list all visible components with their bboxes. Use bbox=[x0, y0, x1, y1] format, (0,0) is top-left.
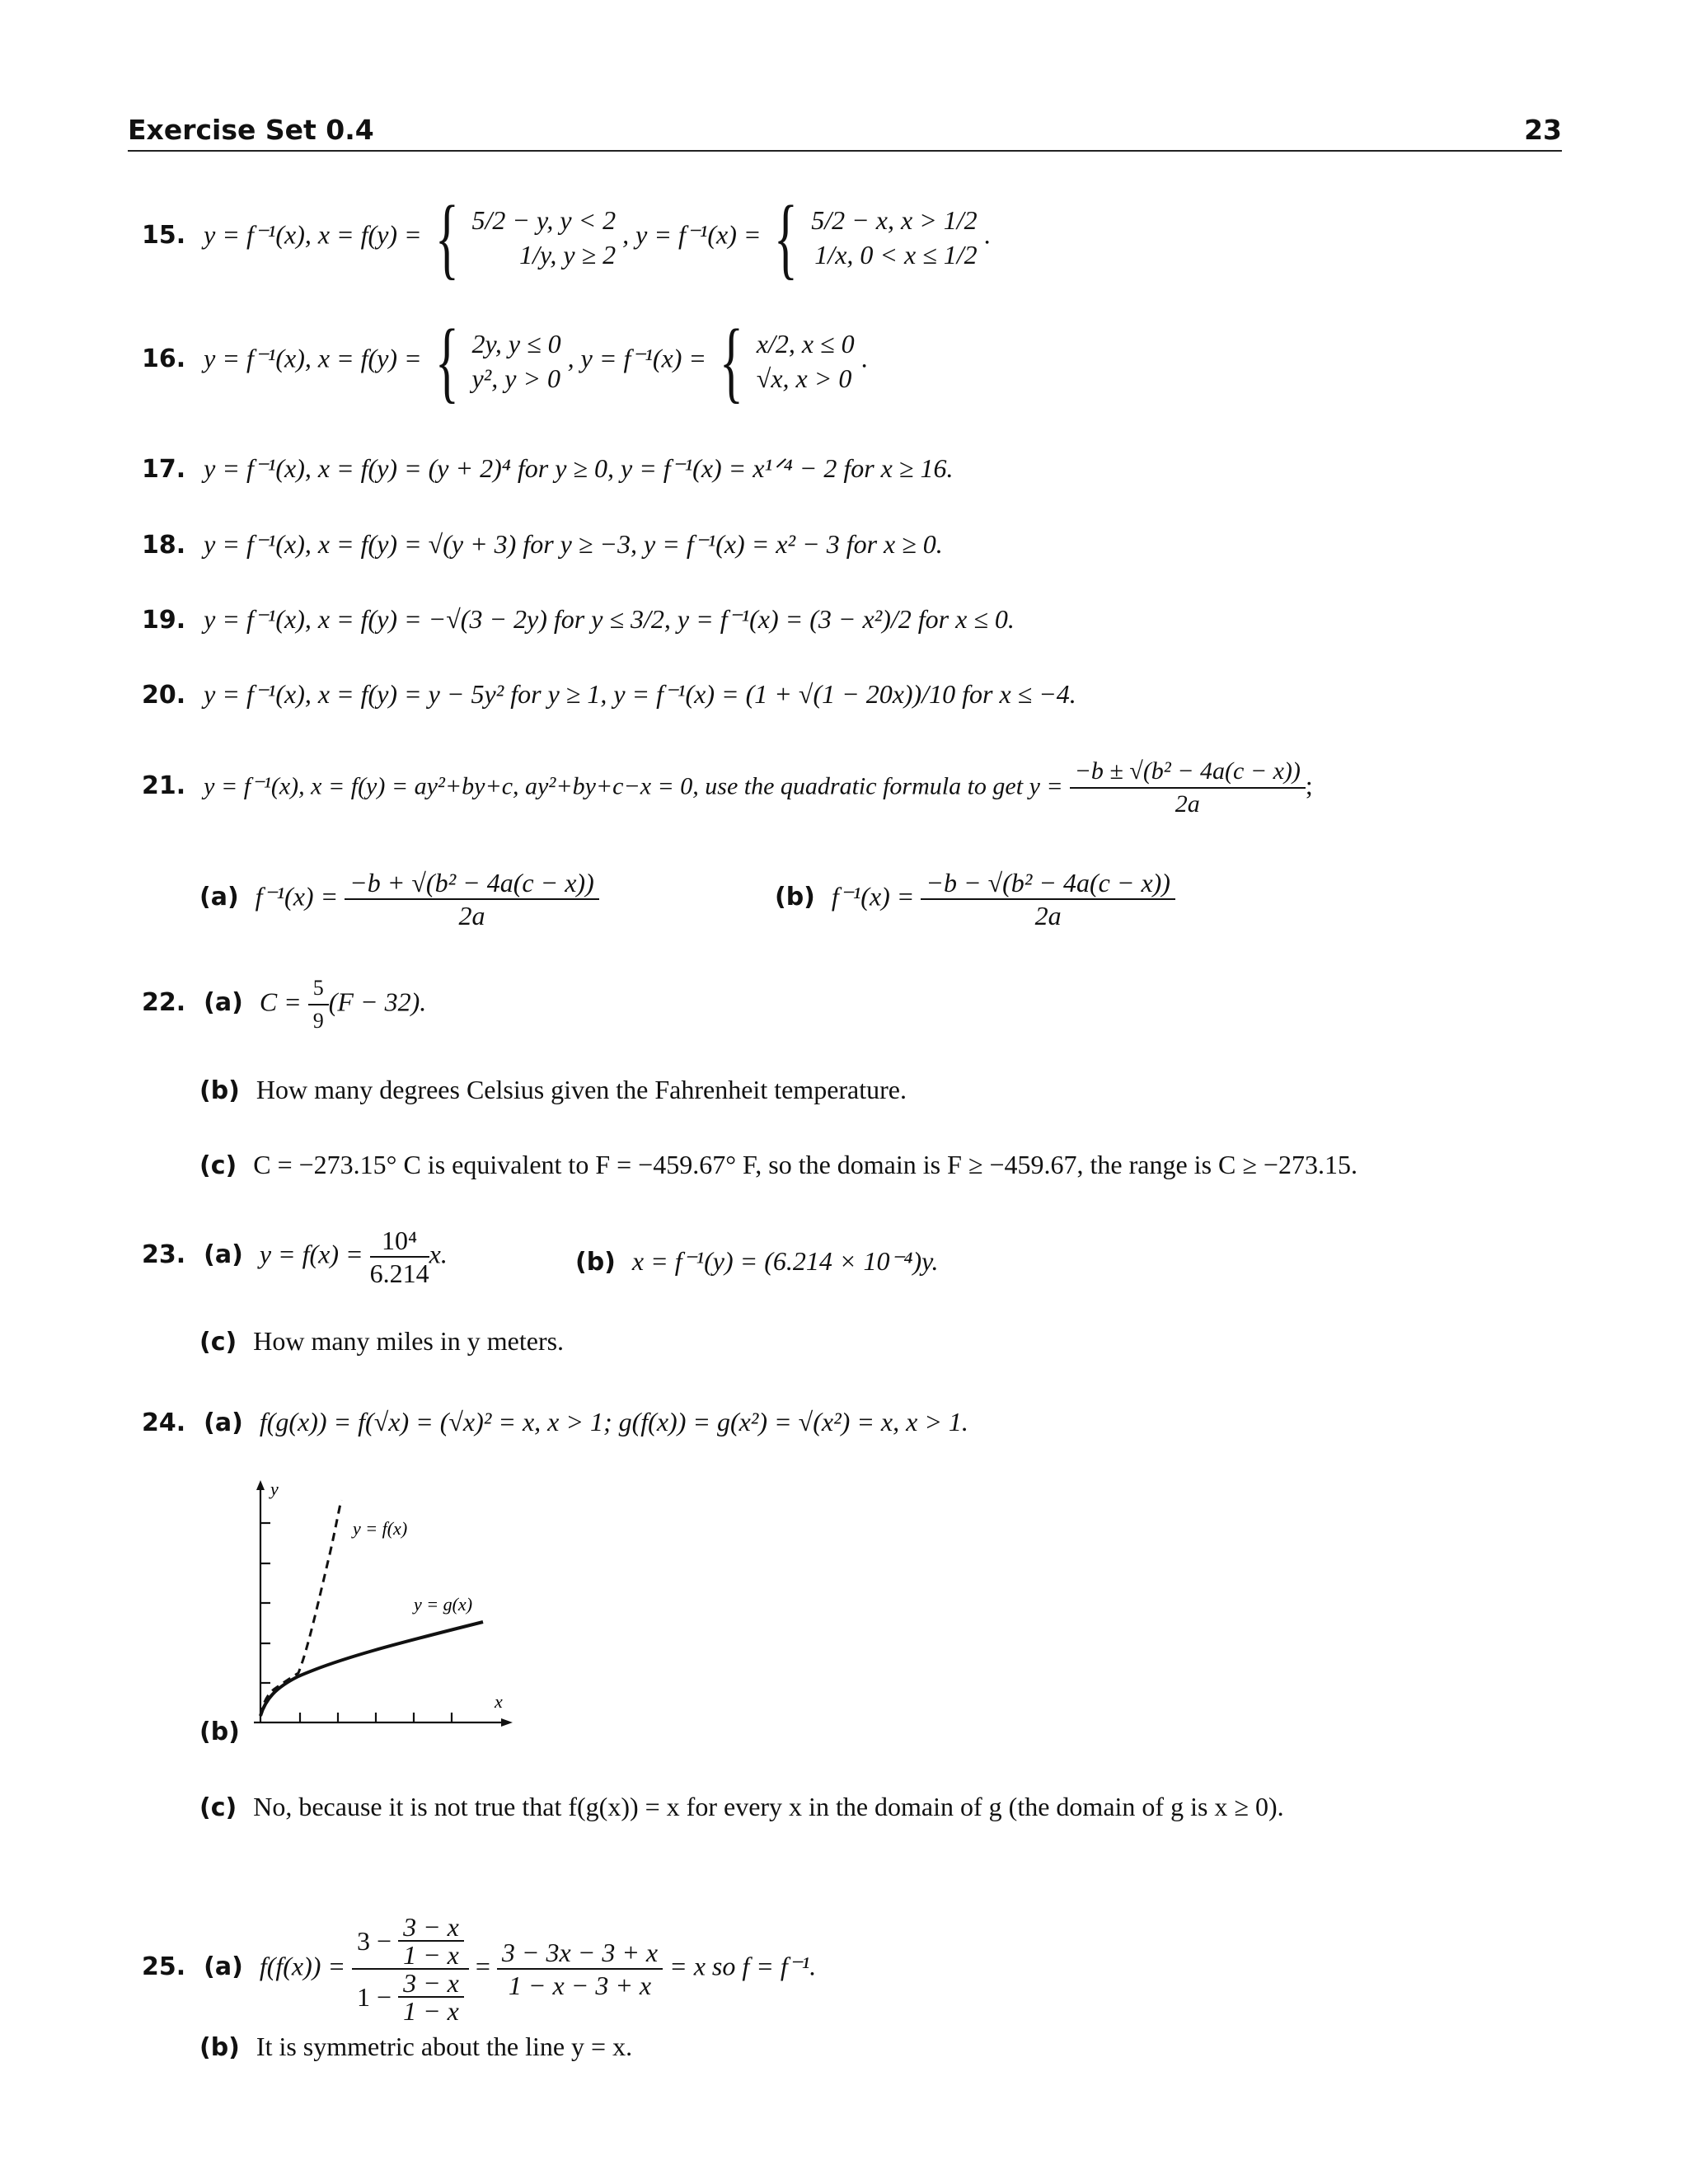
fraction-numerator: 10⁴ bbox=[370, 1225, 429, 1258]
problem-number: 24. bbox=[142, 1408, 186, 1437]
compound-fraction bbox=[352, 1914, 469, 2024]
problem-20 bbox=[142, 677, 1076, 712]
page-number: 23 bbox=[1524, 114, 1562, 146]
part-label: (b) bbox=[199, 1718, 240, 1746]
problem-24-c bbox=[199, 1790, 1284, 1825]
fraction-numerator: −b ± √(b² − 4a(c − x)) bbox=[1070, 756, 1306, 789]
fraction-numerator: −b + √(b² − 4a(c − x)) bbox=[345, 867, 599, 900]
part-text: It is symmetric about the line y = x. bbox=[256, 2032, 633, 2061]
one-minus: 1 − bbox=[357, 1982, 392, 2012]
part-text: C = −273.15° C is equivalent to F = −459.67° F, so the domain is F ≥ −459.67, the range is C ≥ −273.15. bbox=[253, 1150, 1357, 1179]
problem-25-b bbox=[199, 2030, 632, 2064]
case-row: 2y, y ≤ 0 bbox=[471, 329, 561, 359]
piecewise-finv: { 5/2 − x, x > 1/2 1/x, 0 < x ≤ 1/2 bbox=[774, 187, 978, 288]
part-lhs: C = bbox=[259, 987, 302, 1017]
part-label: (b) bbox=[199, 2033, 240, 2062]
problem-23-b bbox=[575, 1244, 939, 1279]
problem-20-text: y = f⁻¹(x), x = f(y) = y − 5y² for y ≥ 1, y = f⁻¹(x) = (1 + √(1 − 20x))/10 for x ≤ −4. bbox=[204, 679, 1076, 709]
part-label: (b) bbox=[775, 883, 815, 912]
problem-21-text: y = f⁻¹(x), x = f(y) = ay²+by+c, ay²+by+c−x = 0, use the quadratic formula to get y = bbox=[204, 772, 1063, 800]
inverse-graph bbox=[232, 1475, 529, 1731]
g-curve bbox=[260, 1622, 483, 1716]
problem-number: 20. bbox=[142, 681, 186, 710]
equals: = bbox=[475, 1951, 490, 1981]
part-text: No, because it is not true that f(g(x)) = x for every x in the domain of g (the domain of g is x ≥ 0). bbox=[253, 1792, 1284, 1821]
part-lhs: f⁻¹(x) = bbox=[255, 881, 339, 912]
problem-21-a bbox=[199, 867, 599, 931]
end-punct: ; bbox=[1305, 770, 1313, 800]
inner-fraction bbox=[398, 1914, 464, 1968]
problem-number: 15. bbox=[142, 221, 186, 251]
problem-number: 23. bbox=[142, 1240, 186, 1270]
part-label: (b) bbox=[199, 1076, 240, 1105]
problem-21 bbox=[142, 756, 1313, 820]
section-title: Exercise Set 0.4 bbox=[128, 114, 374, 146]
problem-19-text: y = f⁻¹(x), x = f(y) = −√(3 − 2y) for y ≤ 3/2, y = f⁻¹(x) = (3 − x²)/2 for x ≤ 0. bbox=[204, 604, 1015, 634]
fraction-numerator: 3 − 3x − 3 + x bbox=[497, 1937, 663, 1970]
fraction-numerator: 3 − x bbox=[398, 1970, 464, 1998]
f-curve bbox=[260, 1500, 341, 1716]
case-row: y², y > 0 bbox=[471, 363, 561, 393]
part-lhs: f⁻¹(x) = bbox=[831, 881, 915, 912]
problem-19 bbox=[142, 602, 1015, 637]
problem-number: 17. bbox=[142, 455, 186, 484]
problem-17-text: y = f⁻¹(x), x = f(y) = (y + 2)⁴ for y ≥ 0, y = f⁻¹(x) = x¹ᐟ⁴ − 2 for x ≥ 16. bbox=[204, 453, 954, 483]
part-fraction bbox=[308, 972, 329, 1037]
problem-25-a bbox=[142, 1914, 816, 2024]
simplified-fraction bbox=[497, 1937, 663, 2001]
fraction-numerator: 5 bbox=[308, 972, 329, 1005]
case-row: 5/2 − x, x > 1/2 bbox=[811, 205, 978, 235]
problem-16 bbox=[142, 311, 868, 411]
y-axis-label: y bbox=[270, 1479, 279, 1499]
problem-number: 19. bbox=[142, 606, 186, 635]
end-punct: . bbox=[860, 343, 868, 373]
part-label: (a) bbox=[204, 1408, 243, 1437]
case-row: x/2, x ≤ 0 bbox=[756, 329, 855, 359]
compound-numerator bbox=[352, 1914, 469, 1970]
problem-number: 25. bbox=[142, 1952, 186, 1982]
part-lhs: y = f(x) = bbox=[259, 1239, 363, 1269]
fraction-denominator: 2a bbox=[1175, 790, 1200, 818]
end-punct: . bbox=[983, 219, 991, 250]
part-rhs: x. bbox=[429, 1239, 448, 1269]
f-curve-label: y = f(x) bbox=[353, 1518, 408, 1539]
problem-number: 21. bbox=[142, 771, 186, 801]
page-header bbox=[128, 114, 1562, 152]
fraction-denominator: 1 − x bbox=[403, 1940, 459, 1970]
fraction-denominator: 9 bbox=[312, 1009, 324, 1033]
fraction-denominator: 1 − x − 3 + x bbox=[508, 1971, 652, 2000]
fraction-numerator: −b − √(b² − 4a(c − x)) bbox=[921, 867, 1175, 900]
fraction-denominator: 6.214 bbox=[369, 1258, 429, 1288]
problem-21-b bbox=[775, 867, 1175, 931]
case-row: √x, x > 0 bbox=[756, 363, 852, 393]
problem-23-c bbox=[199, 1324, 564, 1359]
part-text: f(g(x)) = f(√x) = (√x)² = x, x > 1; g(f(x)) = g(x²) = √(x²) = x, x > 1. bbox=[259, 1407, 968, 1436]
problem-23-a bbox=[142, 1225, 448, 1289]
part-fraction bbox=[345, 867, 599, 931]
problem-22-b bbox=[199, 1073, 907, 1108]
problem-24-a bbox=[142, 1405, 968, 1440]
problem-22-c bbox=[199, 1148, 1357, 1183]
problem-22-a bbox=[142, 972, 426, 1037]
fraction-denominator: 2a bbox=[1034, 901, 1062, 930]
problem-number: 16. bbox=[142, 344, 186, 374]
part-text: How many miles in y meters. bbox=[253, 1326, 565, 1356]
part-fraction bbox=[370, 1225, 429, 1289]
problem-15-intro: y = f⁻¹(x), x = f(y) = bbox=[204, 219, 422, 250]
case-row: 5/2 − y, y < 2 bbox=[471, 205, 617, 235]
part-text: x = f⁻¹(y) = (6.214 × 10⁻⁴)y. bbox=[631, 1246, 939, 1276]
case-row: 1/y, y ≥ 2 bbox=[519, 240, 617, 269]
problem-number: 22. bbox=[142, 988, 186, 1018]
problem-16-intro: y = f⁻¹(x), x = f(y) = bbox=[204, 343, 422, 373]
problem-16-mid: , y = f⁻¹(x) = bbox=[567, 343, 706, 373]
g-curve-label: y = g(x) bbox=[414, 1594, 473, 1615]
three-minus: 3 − bbox=[357, 1926, 392, 1956]
quadratic-fraction bbox=[1070, 756, 1306, 820]
part-label: (c) bbox=[199, 1793, 237, 1822]
problem-18 bbox=[142, 527, 943, 562]
part-text: How many degrees Celsius given the Fahrenheit temperature. bbox=[256, 1075, 907, 1104]
piecewise-f: { 2y, y ≤ 0 y², y > 0 bbox=[434, 311, 561, 411]
problem-17 bbox=[142, 452, 953, 486]
part-rhs: (F − 32). bbox=[328, 987, 427, 1017]
part-label: (a) bbox=[204, 1240, 243, 1270]
part-fraction bbox=[921, 867, 1175, 931]
x-axis-label: x bbox=[495, 1691, 503, 1712]
inner-fraction bbox=[398, 1970, 464, 2024]
part-label: (a) bbox=[204, 988, 243, 1018]
part-lhs: f(f(x)) = bbox=[259, 1951, 346, 1981]
problem-15-mid: , y = f⁻¹(x) = bbox=[622, 219, 762, 250]
problem-number: 18. bbox=[142, 531, 186, 560]
fraction-denominator: 1 − x bbox=[403, 1996, 459, 2026]
fraction-denominator: 2a bbox=[458, 901, 485, 930]
part-label: (c) bbox=[199, 1328, 237, 1357]
part-label: (a) bbox=[199, 883, 239, 912]
compound-denominator bbox=[352, 1970, 469, 2024]
case-row: 1/x, 0 < x ≤ 1/2 bbox=[814, 240, 978, 269]
fraction-numerator: 3 − x bbox=[398, 1914, 464, 1942]
part-label: (c) bbox=[199, 1151, 237, 1180]
piecewise-f: { 5/2 − y, y < 2 1/y, y ≥ 2 bbox=[434, 187, 617, 288]
part-rhs: = x so f = f⁻¹. bbox=[669, 1951, 817, 1981]
piecewise-finv: { x/2, x ≤ 0 √x, x > 0 bbox=[719, 311, 855, 411]
problem-15 bbox=[142, 187, 991, 288]
problem-18-text: y = f⁻¹(x), x = f(y) = √(y + 3) for y ≥ −3, y = f⁻¹(x) = x² − 3 for x ≥ 0. bbox=[204, 529, 943, 559]
part-label: (b) bbox=[575, 1248, 616, 1277]
part-label: (a) bbox=[204, 1952, 243, 1982]
